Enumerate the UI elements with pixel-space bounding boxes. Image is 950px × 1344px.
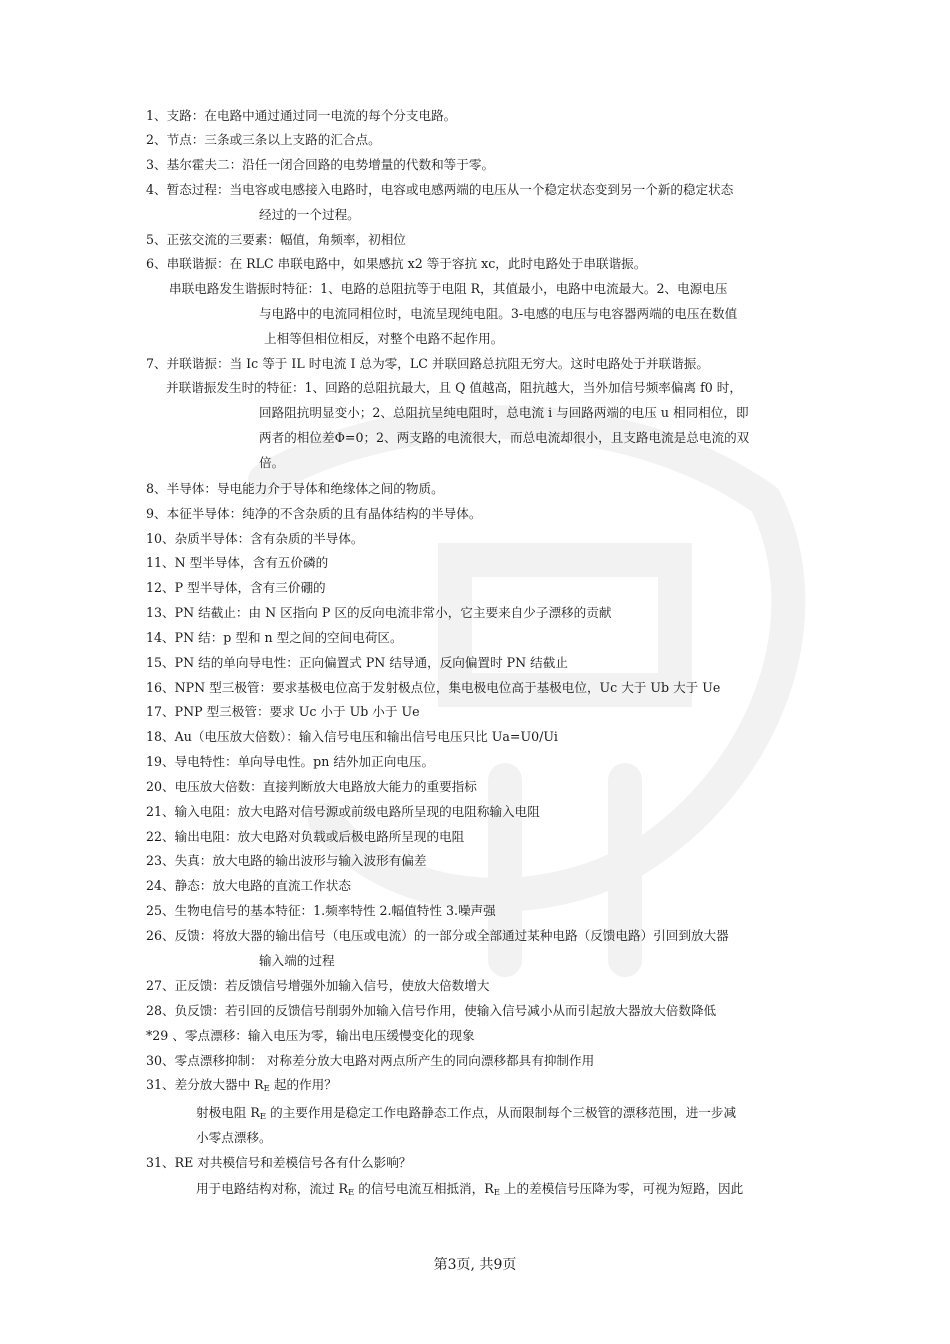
question-31b-answer: 用于电路结构对称，流过 $R_E$ 的信号电流互相抵消，$R_E$ 上的差模信号压降为零，可视为短路，因此 xyxy=(196,1181,744,1198)
text-line: 12、P 型半导体，含有三价硼的 xyxy=(146,580,326,595)
text-line: 2、节点：三条或三条以上支路的汇合点。 xyxy=(146,132,381,147)
text-line: 6、串联谐振：在 RLC 串联电路中，如果感抗 x2 等于容抗 xc，此时电路处于串联谐振。 xyxy=(146,256,647,271)
text-line: 30、零点漂移抑制： 对称差分放大电路对两点所产生的同向漂移都具有抑制作用 xyxy=(146,1053,595,1068)
text-line: 17、PNP 型三极管：要求 Uc 小于 Ub 小于 Ue xyxy=(146,704,420,719)
text-line: 27、正反馈：若反馈信号增强外加输入信号，使放大倍数增大 xyxy=(146,978,490,993)
text-line: 14、PN 结：p 型和 n 型之间的空间电荷区。 xyxy=(146,630,403,645)
text-line: 7、并联谐振：当 Ic 等于 IL 时电流 I 总为零，LC 并联回路总抗阻无穷大。这时电路处于并联谐振。 xyxy=(146,356,709,371)
text-line: *29 、零点漂移：输入电压为零，输出电压缓慢变化的现象 xyxy=(146,1028,475,1043)
text-line: 回路阻抗明显变小；2、总阻抗呈纯电阻时，总电流 i 与回路两端的电压 u 相同相位，即 xyxy=(259,405,749,420)
text-line: 21、输入电阻：放大电路对信号源或前级电路所呈现的电阻称输入电阻 xyxy=(146,804,540,819)
text-line: 两者的相位差Φ=0；2、两支路的电流很大，而总电流却很小，且支路电流是总电流的双 xyxy=(259,430,750,445)
text-line: 倍。 xyxy=(259,455,285,470)
text-line: 24、静态：放大电路的直流工作状态 xyxy=(146,878,351,893)
question-31a-title: 31、差分放大器中 $R_E$ 起的作用？ xyxy=(146,1077,337,1094)
text-line: 上相等但相位相反，对整个电路不起作用。 xyxy=(264,331,504,346)
text-line: 9、本征半导体：纯净的不含杂质的且有晶体结构的半导体。 xyxy=(146,506,482,521)
text-line: 15、PN 结的单向导电性：正向偏置式 PN 结导通，反向偏置时 PN 结截止 xyxy=(146,655,568,670)
text-line: 3、基尔霍夫二：沿任一闭合回路的电势增量的代数和等于零。 xyxy=(146,157,495,172)
question-31a-answer: 射极电阻 $R_E$ 的主要作用是稳定工作电路静态工作点，从而限制每个三极管的漂移范围，进一步减 xyxy=(196,1105,737,1122)
text-line: 16、NPN 型三极管：要求基极电位高于发射极点位，集电极电位高于基极电位，Uc 大于 Ub 大于 Ue xyxy=(146,680,721,695)
text-line: 18、Au（电压放大倍数）：输入信号电压和输出信号电压只比 Ua=U0/Ui xyxy=(146,729,558,744)
text-line: 26、反馈：将放大器的输出信号（电压或电流）的一部分或全部通过某种电路（反馈电路）引回到放大器 xyxy=(146,928,729,943)
text-line: 23、失真：放大电路的输出波形与输入波形有偏差 xyxy=(146,853,427,868)
question-31b-title: 31、RE 对共模信号和差模信号各有什么影响？ xyxy=(146,1155,412,1170)
text-line: 11、N 型半导体，含有五价磷的 xyxy=(146,555,329,570)
question-31a-answer-cont: 小零点漂移。 xyxy=(196,1130,272,1145)
text-line: 5、正弦交流的三要素：幅值，角频率，初相位 xyxy=(146,232,406,247)
text-line: 1、支路：在电路中通过通过同一电流的每个分支电路。 xyxy=(146,108,457,123)
text-line: 串联电路发生谐振时特征：1、电路的总阻抗等于电阻 R，其值最小，电路中电流最大。2、电源电压 xyxy=(169,281,728,296)
page-number: 第3页, 共9页 xyxy=(433,1257,517,1273)
text-line: 输入端的过程 xyxy=(259,953,335,968)
text-line: 13、PN 结截止：由 N 区指向 P 区的反向电流非常小，它主要来自少子漂移的贡献 xyxy=(146,605,612,620)
text-line: 8、半导体：导电能力介于导体和绝缘体之间的物质。 xyxy=(146,481,444,496)
text-line: 20、电压放大倍数：直接判断放大电路放大能力的重要指标 xyxy=(146,779,477,794)
text-line: 4、暂态过程：当电容或电感接入电路时，电容或电感两端的电压从一个稳定状态变到另一个新的稳定状态 xyxy=(146,182,734,197)
text-line: 22、输出电阻：放大电路对负载或后极电路所呈现的电阻 xyxy=(146,829,465,844)
text-line: 10、杂质半导体：含有杂质的半导体。 xyxy=(146,531,364,546)
text-line: 经过的一个过程。 xyxy=(259,207,360,222)
text-line: 28、负反馈：若引回的反馈信号削弱外加输入信号作用，使输入信号减小从而引起放大器放大倍数降低 xyxy=(146,1003,717,1018)
text-line: 与电路中的电流同相位时，电流呈现纯电阻。3-电感的电压与电容器两端的电压在数值 xyxy=(259,306,738,321)
text-line: 25、生物电信号的基本特征：1.频率特性 2.幅值特性 3.噪声强 xyxy=(146,903,496,918)
text-line: 并联谐振发生时的特征：1、回路的总阻抗最大，且 Q 值越高，阻抗越大，当外加信号频率偏离 f0 时， xyxy=(166,380,742,395)
text-line: 19、导电特性：单向导电性。pn 结外加正向电压。 xyxy=(146,754,435,769)
